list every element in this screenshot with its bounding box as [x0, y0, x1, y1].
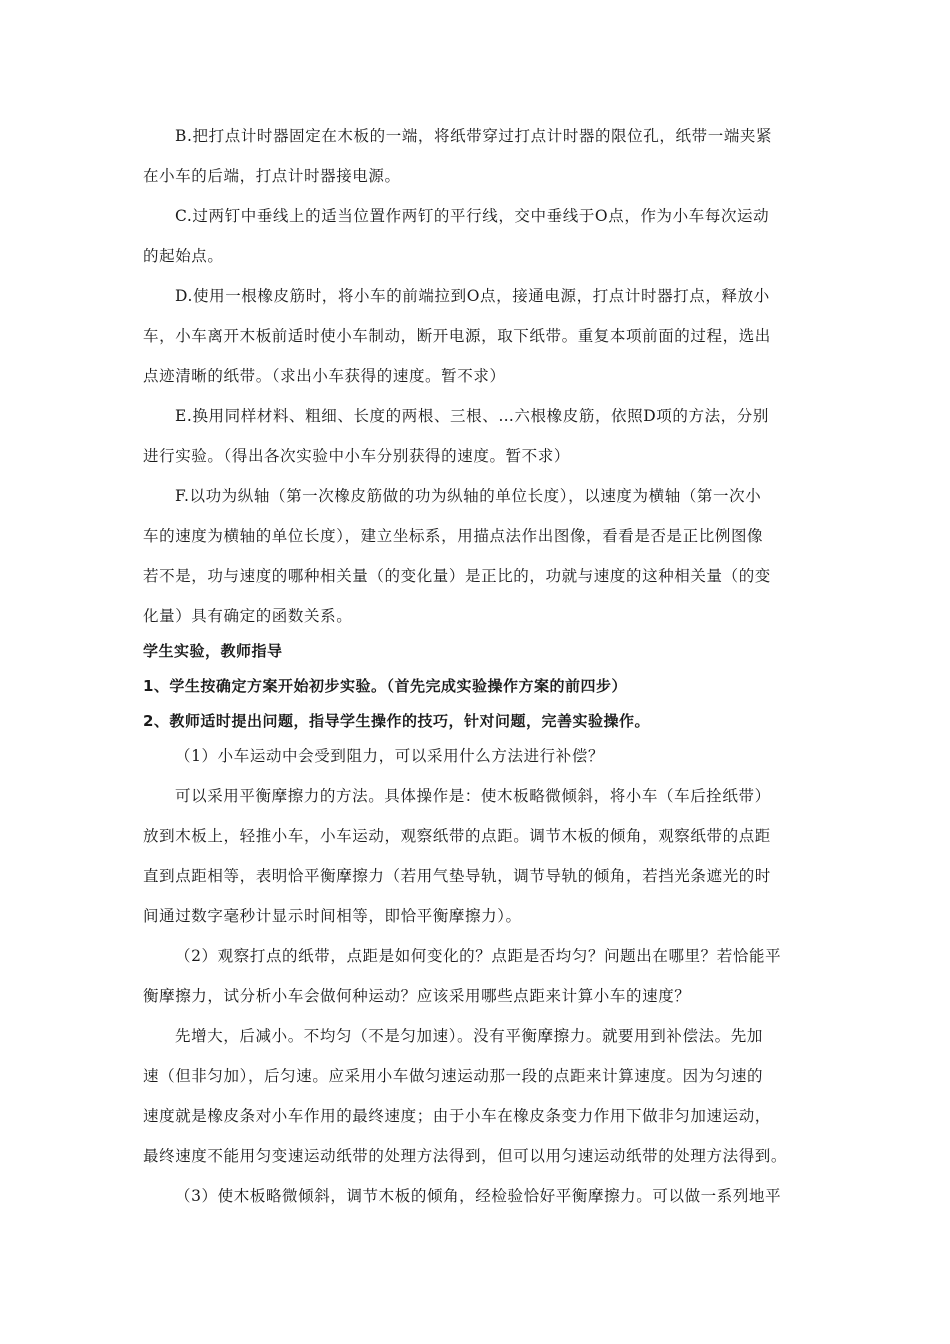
- step-c-line-2: 的起始点。: [143, 247, 224, 265]
- step-e-line-1: E.换用同样材料、粗细、长度的两根、三根、…六根橡皮筋，依照D项的方法，分别: [175, 407, 769, 425]
- step-d-line-2: 车，小车离开木板前适时使小车制动，断开电源，取下纸带。重复本项前面的过程，选出: [143, 327, 771, 345]
- step-f-line-1: F.以功为纵轴（第一次橡皮筋做的功为纵轴的单位长度），以速度为横轴（第一次小: [175, 487, 762, 505]
- question-1: （1）小车运动中会受到阻力，可以采用什么方法进行补偿？: [175, 747, 605, 765]
- question-2-line-2: 衡摩擦力，试分析小车会做何种运动？应该采用哪些点距来计算小车的速度？: [143, 987, 691, 1005]
- heading-item-2: 2、教师适时提出问题，指导学生操作的技巧，针对问题，完善实验操作。: [143, 712, 650, 730]
- answer-1-line-3: 直到点距相等，表明恰平衡摩擦力（若用气垫导轨，调节导轨的倾角，若挡光条遮光的时: [143, 867, 771, 885]
- answer-1-line-1: 可以采用平衡摩擦力的方法。具体操作是：使木板略微倾斜，将小车（车后拴纸带）: [175, 787, 771, 805]
- step-f-line-3: 若不是，功与速度的哪种相关量（的变化量）是正比的，功就与速度的这种相关量（的变: [143, 567, 771, 585]
- step-f-line-4: 化量）具有确定的函数关系。: [143, 607, 353, 625]
- step-c-line-1: C.过两钉中垂线上的适当位置作两钉的平行线，交中垂线于O点，作为小车每次运动: [175, 207, 770, 225]
- step-b-line-1: B.把打点计时器固定在木板的一端，将纸带穿过打点计时器的限位孔，纸带一端夹紧: [175, 127, 773, 145]
- heading-item-1: 1、学生按确定方案开始初步实验。（首先完成实验操作方案的前四步）: [143, 677, 627, 695]
- answer-2-line-2: 速（但非匀加），后匀速。应采用小车做匀速运动那一段的点距来计算速度。因为匀速的: [143, 1067, 764, 1085]
- section-heading: 学生实验，教师指导: [143, 642, 283, 660]
- answer-1-line-4: 间通过数字毫秒计显示时间相等，即恰平衡摩擦力）。: [143, 907, 522, 925]
- step-d-line-1: D.使用一根橡皮筋时，将小车的前端拉到O点，接通电源，打点计时器打点，释放小: [175, 287, 770, 305]
- question-3-line-1: （3）使木板略微倾斜，调节木板的倾角，经检验恰好平衡摩擦力。可以做一系列地平: [175, 1187, 782, 1205]
- answer-2-line-3: 速度就是橡皮条对小车作用的最终速度；由于小车在橡皮条变力作用下做非匀加速运动，: [143, 1107, 771, 1125]
- question-2-line-1: （2）观察打点的纸带，点距是如何变化的？点距是否均匀？问题出在哪里？若恰能平: [175, 947, 782, 965]
- step-f-line-2: 车的速度为横轴的单位长度），建立坐标系，用描点法作出图像，看看是否是正比例图像: [143, 527, 764, 545]
- answer-2-line-4: 最终速度不能用匀变速运动纸带的处理方法得到，但可以用匀速运动纸带的处理方法得到。: [143, 1147, 788, 1165]
- step-e-line-2: 进行实验。（得出各次实验中小车分别获得的速度。暂不求）: [143, 447, 570, 465]
- step-d-line-3: 点迹清晰的纸带。（求出小车获得的速度。暂不求）: [143, 367, 506, 385]
- step-b-line-2: 在小车的后端，打点计时器接电源。: [143, 167, 401, 185]
- answer-1-line-2: 放到木板上，轻推小车，小车运动，观察纸带的点距。调节木板的倾角，观察纸带的点距: [143, 827, 771, 845]
- answer-2-line-1: 先增大，后减小。不均匀（不是匀加速）。没有平衡摩擦力。就要用到补偿法。先加: [175, 1027, 763, 1045]
